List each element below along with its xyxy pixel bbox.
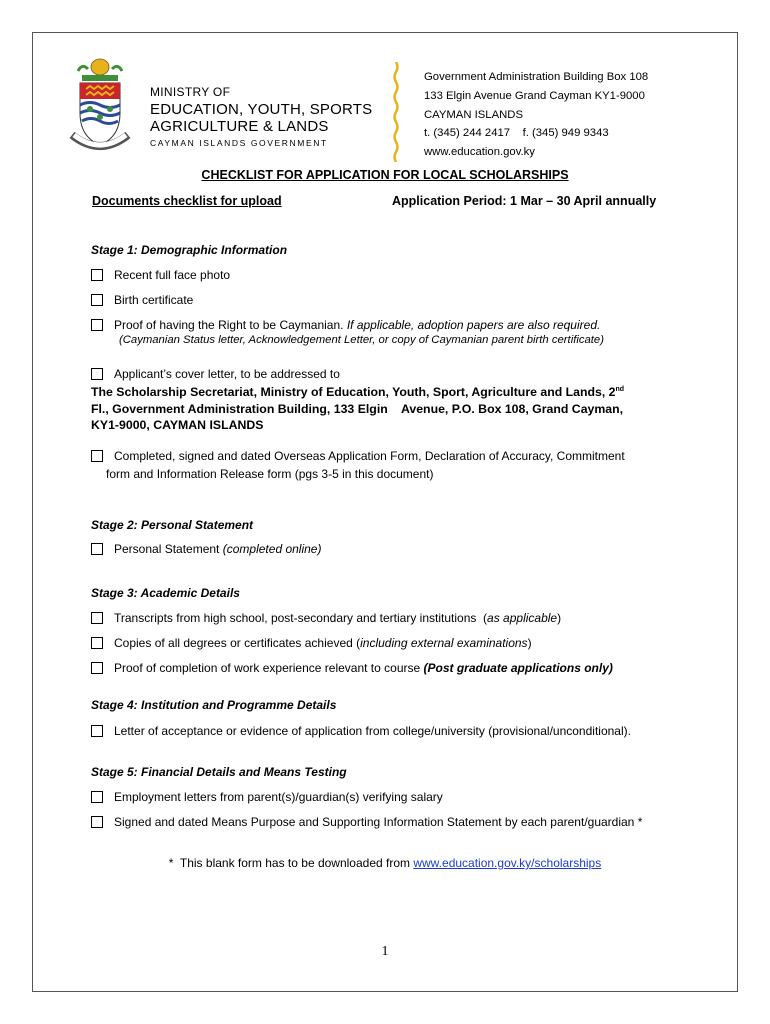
item-note: including external examinations — [360, 636, 528, 650]
scholarships-link[interactable]: www.education.gov.ky/scholarships — [413, 856, 602, 870]
address-text: The Scholarship Secretariat, Ministry of Education, Youth, Sport, Agriculture and Lands, 2 — [91, 385, 616, 399]
contact-line: 133 Elgin Avenue Grand Cayman KY1-9000 — [424, 89, 645, 102]
item-end: ) — [527, 636, 532, 650]
checklist-item — [91, 367, 340, 381]
checklist-item — [91, 293, 193, 307]
checkbox[interactable] — [91, 269, 103, 281]
address-line: Fl., Government Administration Building, 133 Elgin Avenue, P.O. Box 108, Grand Cayman, — [91, 401, 624, 416]
stage-1-heading: Stage 1: Demographic Information — [91, 243, 288, 257]
checkbox[interactable] — [91, 543, 103, 555]
checklist-item — [91, 790, 443, 804]
item-continuation: form and Information Release form (pgs 3-5 in this document) — [106, 467, 434, 481]
item-label: Copies of all degrees or certificates achieved ( — [114, 636, 361, 650]
checkbox[interactable] — [91, 450, 103, 462]
checkbox[interactable] — [91, 662, 103, 674]
download-note — [0, 856, 770, 870]
checklist-item — [91, 636, 532, 650]
item-label: Proof of completion of work experience relevant to course — [114, 661, 421, 675]
contact-line: t. (345) 244 2417 f. (345) 949 9343 — [424, 127, 609, 140]
contact-line: Government Administration Building Box 108 — [424, 71, 649, 83]
note-text: * This blank form has to be downloaded from — [168, 856, 414, 870]
item-note: (Post graduate applications only) — [423, 661, 613, 675]
checkbox[interactable] — [91, 319, 103, 331]
contact-line: CAYMAN ISLANDS — [424, 108, 523, 121]
item-label: Completed, signed and dated Overseas Application Form, Declaration of Accuracy, Commitment — [114, 449, 625, 463]
ministry-name — [150, 86, 372, 148]
ministry-line-2: EDUCATION, YOUTH, SPORTS — [150, 101, 373, 118]
secretariat-address — [91, 382, 701, 434]
contact-block — [424, 68, 648, 162]
page-title — [0, 168, 770, 182]
item-label: Personal Statement — [114, 542, 220, 556]
checklist-item — [91, 724, 631, 738]
checklist-item — [91, 449, 625, 463]
cayman-coat-of-arms-icon — [58, 55, 142, 165]
item-label: Signed and dated Means Purpose and Supporting Information Statement by each parent/guardian * — [114, 815, 643, 829]
item-label: Employment letters from parent(s)/guardian(s) verifying salary — [114, 790, 443, 804]
item-note: If applicable, adoption papers are also required. — [346, 318, 601, 332]
checklist-item — [91, 815, 642, 829]
checkbox[interactable] — [91, 725, 103, 737]
address-sup: nd — [615, 386, 625, 393]
checklist-item — [91, 318, 600, 332]
checkbox[interactable] — [91, 816, 103, 828]
checkbox[interactable] — [91, 294, 103, 306]
ministry-line-1: MINISTRY OF — [150, 85, 231, 99]
page-title-text: CHECKLIST FOR APPLICATION FOR LOCAL SCHOLARSHIPS — [201, 168, 569, 182]
item-label: Birth certificate — [114, 293, 194, 307]
item-label: Transcripts from high school, post-secondary and tertiary institutions ( — [114, 611, 488, 625]
application-period: Application Period: 1 Mar – 30 April annually — [392, 194, 657, 208]
checklist-item — [91, 268, 230, 282]
item-sub-note: (Caymanian Status letter, Acknowledgement Letter, or copy of Caymanian parent birth certificate) — [119, 334, 604, 346]
checklist-item — [91, 542, 321, 556]
page-number: 1 — [381, 944, 389, 959]
stage-5-heading: Stage 5: Financial Details and Means Testing — [91, 765, 347, 779]
documents-label: Documents checklist for upload — [92, 194, 282, 208]
checkbox[interactable] — [91, 368, 103, 380]
address-line — [91, 382, 701, 401]
item-label: Letter of acceptance or evidence of application from college/university (provisional/unconditional). — [114, 724, 631, 738]
address-line: KY1-9000, CAYMAN ISLANDS — [91, 418, 264, 432]
checkbox[interactable] — [91, 612, 103, 624]
item-label: Recent full face photo — [114, 268, 231, 282]
stage-4-heading: Stage 4: Institution and Programme Details — [91, 698, 337, 712]
checklist-item — [91, 661, 613, 675]
stage-2-heading: Stage 2: Personal Statement — [91, 518, 254, 532]
item-label: Applicant’s cover letter, to be addressed to — [114, 367, 340, 381]
checkbox[interactable] — [91, 637, 103, 649]
checkbox[interactable] — [91, 791, 103, 803]
ministry-line-4: CAYMAN ISLANDS GOVERNMENT — [150, 138, 328, 148]
checklist-item — [91, 611, 561, 625]
stage-3-heading: Stage 3: Academic Details — [91, 586, 240, 600]
item-end: ) — [557, 611, 562, 625]
ministry-line-3: AGRICULTURE & LANDS — [150, 118, 329, 135]
contact-website: www.education.gov.ky — [424, 146, 535, 159]
item-note: (completed online) — [222, 542, 322, 556]
item-label: Proof of having the Right to be Caymanian. — [114, 318, 344, 332]
header-divider — [393, 62, 399, 162]
item-note: as applicable — [487, 611, 558, 625]
